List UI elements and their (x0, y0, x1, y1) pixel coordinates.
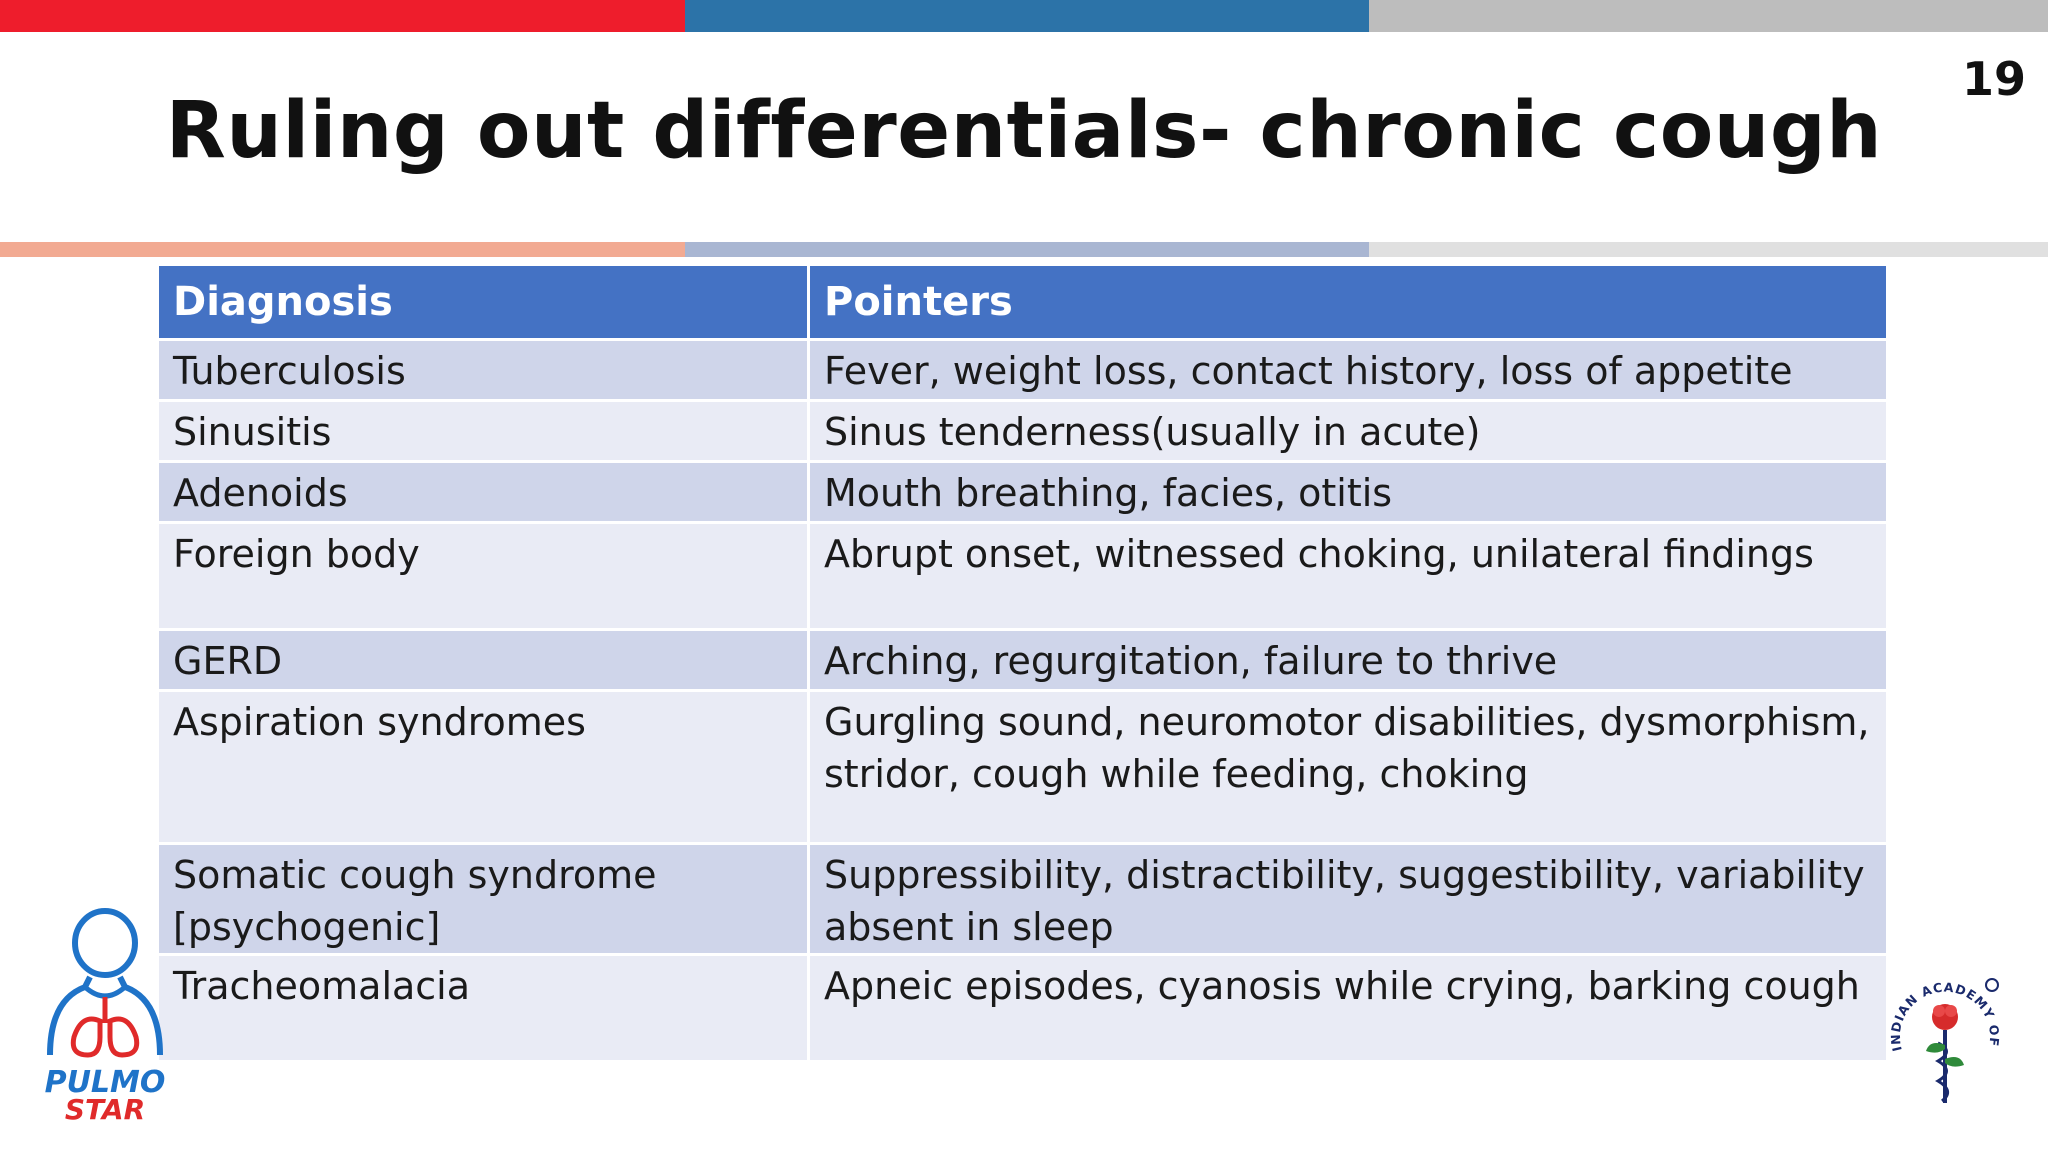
table-header-row (159, 266, 1888, 340)
cell-pointers: Suppressibility, distractibility, suggestibility, variability absent in sleep (809, 844, 1888, 955)
differentials-table (159, 266, 1889, 1063)
child-lungs-icon (30, 905, 180, 1065)
cell-diagnosis: Sinusitis (159, 401, 809, 462)
strip-blue (685, 0, 1369, 32)
cell-pointers: Sinus tenderness(usually in acute) (809, 401, 1888, 462)
strip-red (0, 0, 685, 32)
page-number: 19 (1961, 52, 2026, 106)
iap-seal-icon (1880, 955, 2010, 1115)
table-row (159, 523, 1888, 630)
slide-title: Ruling out differentials- chronic cough (165, 86, 1883, 176)
seal-arc-text: INDIAN ACADEMY OF (1887, 979, 2003, 1053)
strip-gray (1369, 0, 2048, 32)
cell-pointers: Gurgling sound, neuromotor disabilities, dysmorphism, stridor, cough while feeding, choking (809, 691, 1888, 844)
logo-text-pulmo: PULMO (44, 1065, 166, 1100)
strip-salmon (0, 242, 685, 257)
top-color-strip (0, 0, 2048, 32)
cell-diagnosis: Adenoids (159, 462, 809, 523)
table-row (159, 691, 1888, 844)
strip-lavender (685, 242, 1369, 257)
pulmo-star-logo (30, 905, 180, 1126)
cell-pointers: Fever, weight loss, contact history, loss of appetite (809, 340, 1888, 401)
table-row (159, 340, 1888, 401)
strip-light-gray (1369, 242, 2048, 257)
column-header-pointers: Pointers (809, 266, 1888, 340)
table-row (159, 630, 1888, 691)
divider-color-strip (0, 242, 2048, 257)
cell-pointers: Apneic episodes, cyanosis while crying, barking cough (809, 955, 1888, 1062)
iap-seal-logo (1880, 955, 2010, 1115)
column-header-diagnosis: Diagnosis (159, 266, 809, 340)
table-row (159, 462, 1888, 523)
cell-diagnosis: Aspiration syndromes (159, 691, 809, 844)
cell-diagnosis: Foreign body (159, 523, 809, 630)
logo-text-star: STAR (64, 1093, 146, 1126)
cell-diagnosis: Tuberculosis (159, 340, 809, 401)
cell-pointers: Abrupt onset, witnessed choking, unilateral findings (809, 523, 1888, 630)
cell-diagnosis: Tracheomalacia (159, 955, 809, 1062)
cell-diagnosis: GERD (159, 630, 809, 691)
cell-pointers: Arching, regurgitation, failure to thrive (809, 630, 1888, 691)
table-row (159, 401, 1888, 462)
table-row (159, 955, 1888, 1062)
cell-pointers: Mouth breathing, facies, otitis (809, 462, 1888, 523)
cell-diagnosis: Somatic cough syndrome [psychogenic] (159, 844, 809, 955)
table-row (159, 844, 1888, 955)
